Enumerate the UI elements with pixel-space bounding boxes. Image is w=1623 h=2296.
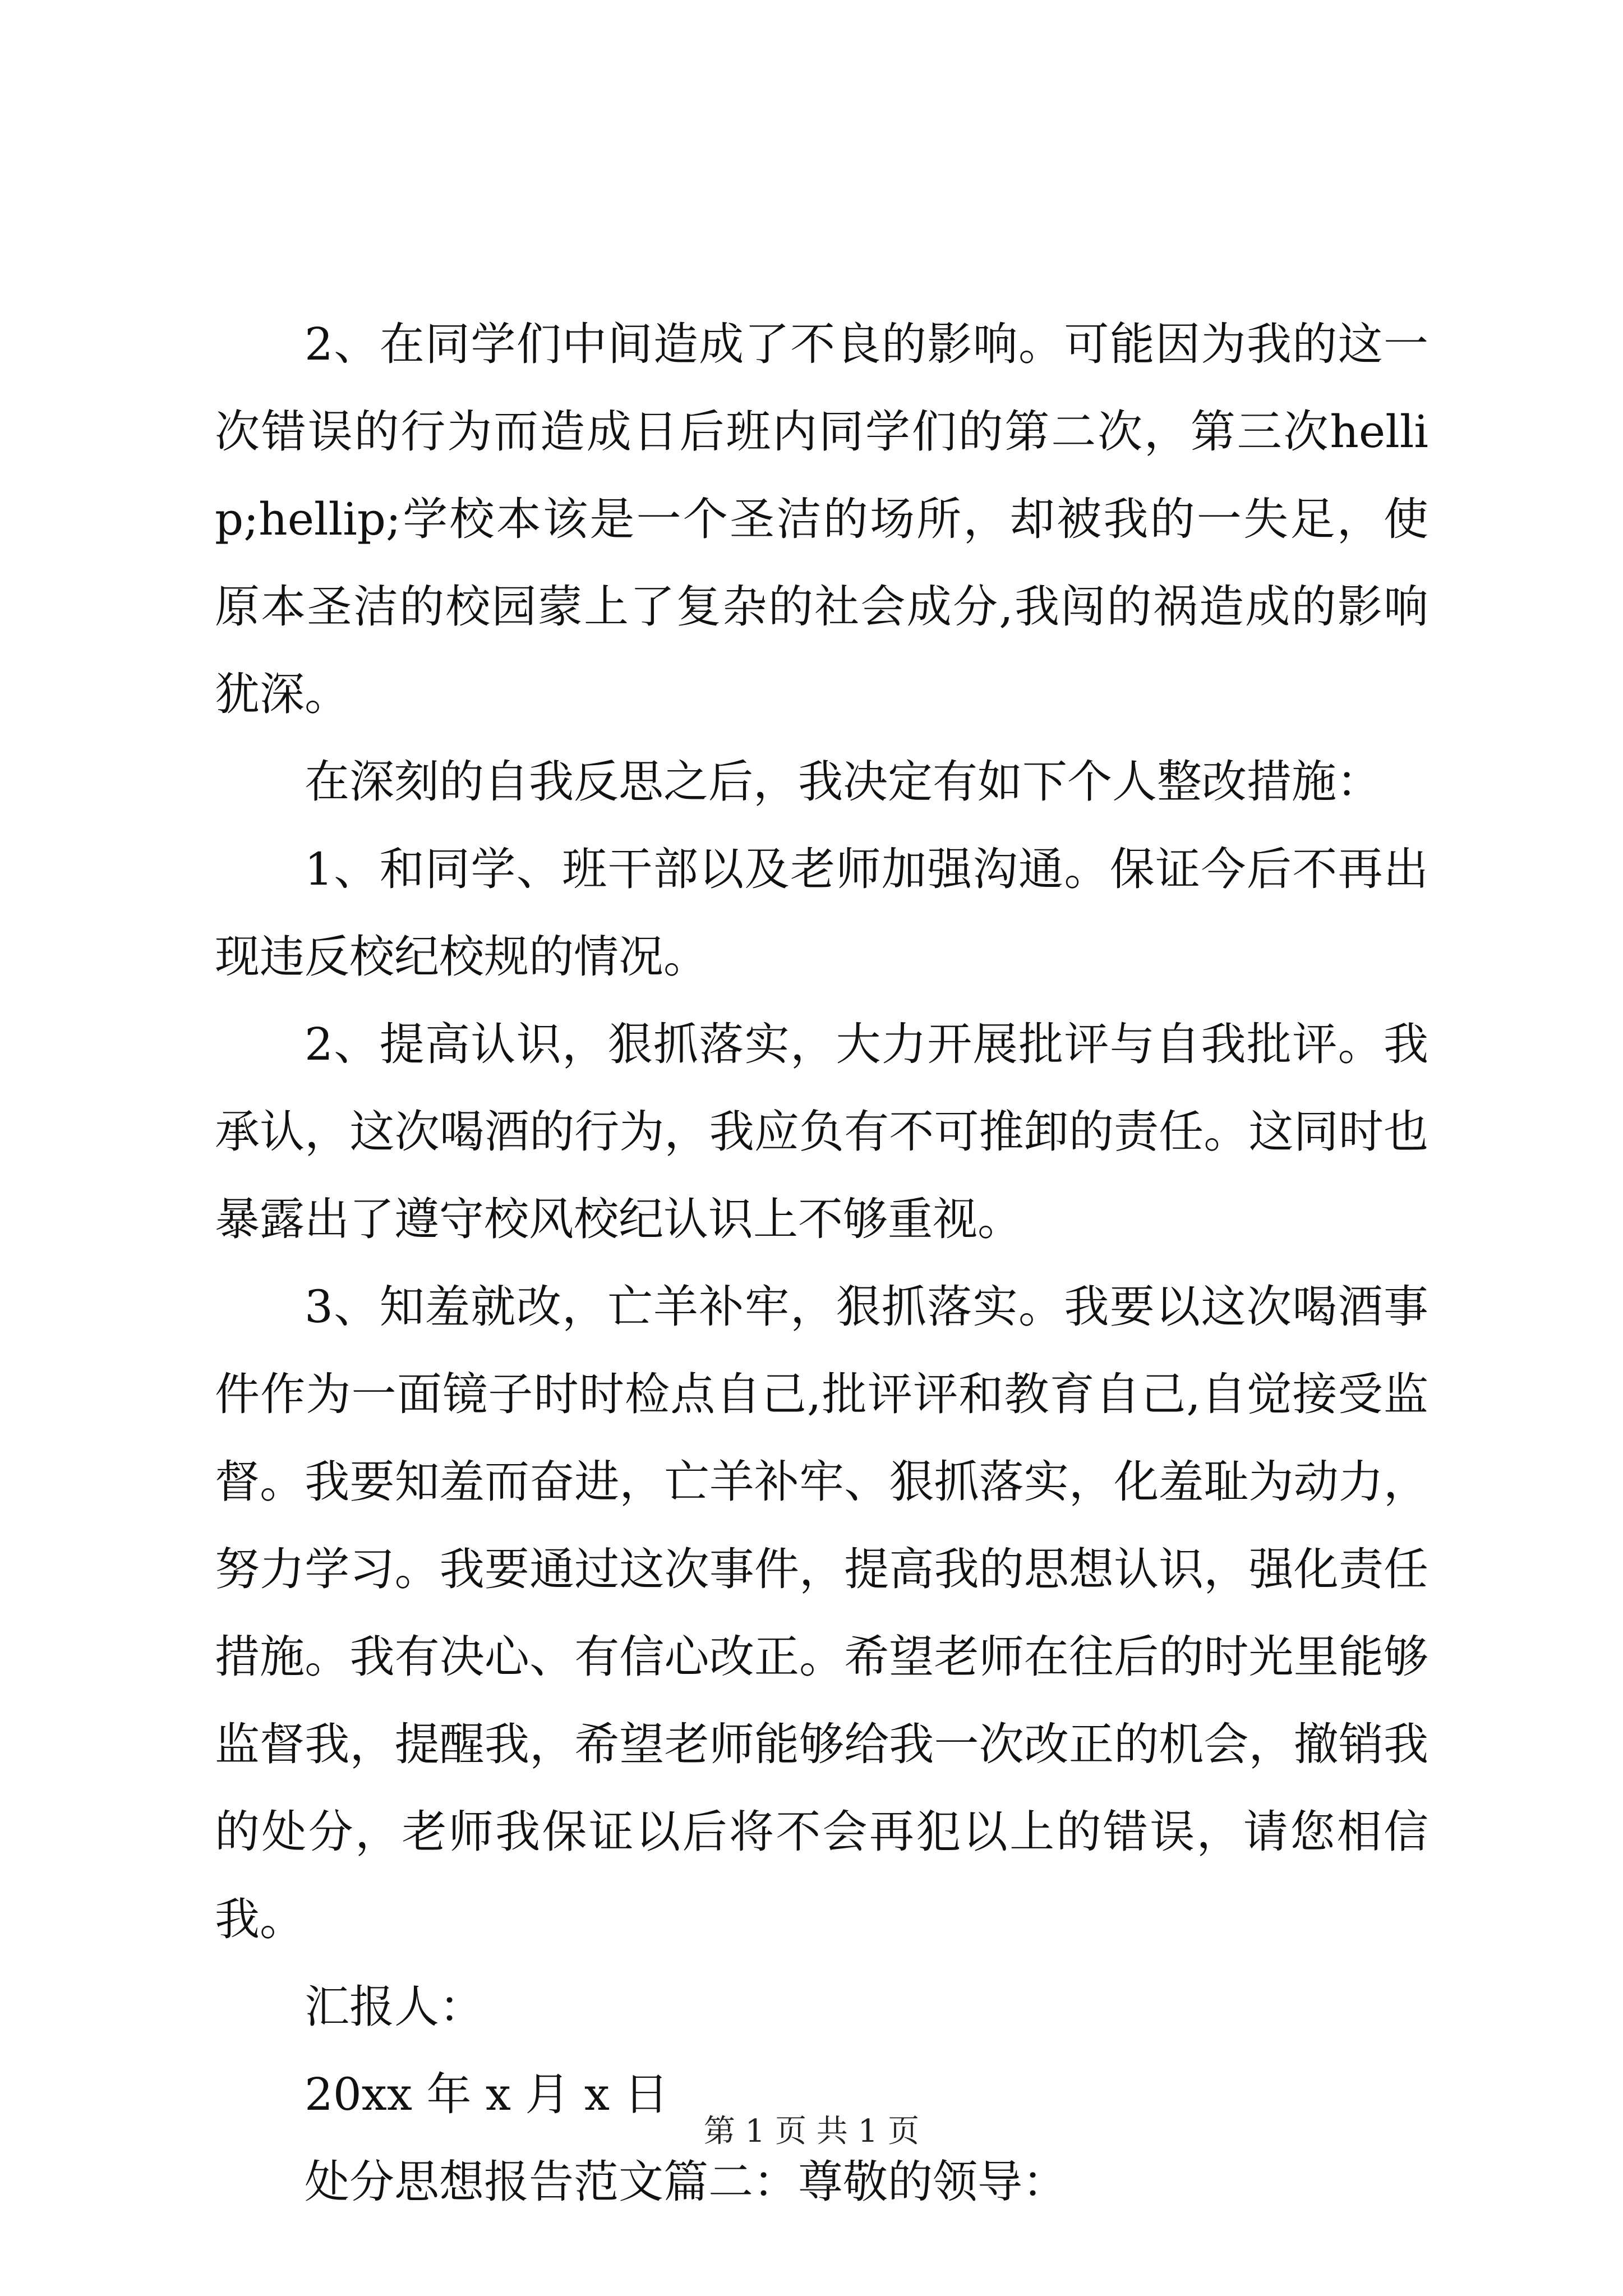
document-body xyxy=(215,301,1428,2226)
paragraph-consequence-2: 2、在同学们中间造成了不良的影响。可能因为我的这一次错误的行为而造成日后班内同学们的第二次，第三次hellip;hellip;学校本该是一个圣洁的场所，却被我的一失足，使原本圣洁的校园蒙上了复杂的社会成分,我闯的祸造成的影响犹深。 xyxy=(215,318,1428,720)
paragraph-measure-1: 1、和同学、班干部以及老师加强沟通。保证今后不再出现违反校纪校规的情况。 xyxy=(215,843,1428,983)
paragraph-measure-2: 2、提高认识，狠抓落实，大力开展批评与自我批评。我承认，这次喝酒的行为，我应负有不可推卸的责任。这同时也暴露出了遵守校风校纪认识上不够重视。 xyxy=(215,1018,1428,1245)
next-article-heading: 处分思想报告范文篇二：尊敬的领导： xyxy=(305,2156,1067,2208)
paragraph-measure-3: 3、知羞就改，亡羊补牢，狠抓落实。我要以这次喝酒事件作为一面镜子时时检点自己,批评评和教育自己,自觉接受监督。我要知羞而奋进，亡羊补牢、狠抓落实，化羞耻为动力，努力学习。我要通过这次事件，提高我的思想认识，强化责任措施。我有决心、有信心改正。希望老师在往后的时光里能够监督我，提醒我，希望老师能够给我一次改正的机会，撤销我的处分，老师我保证以后将不会再犯以上的错误，请您相信我。 xyxy=(215,1281,1428,1945)
paragraph-reflection-intro: 在深刻的自我反思之后，我决定有如下个人整改措施： xyxy=(305,756,1381,808)
page-footer: 第 1 页 共 1 页 xyxy=(703,2113,920,2150)
reporter-label: 汇报人： xyxy=(305,1981,484,2033)
report-date: 20xx 年 x 月 x 日 xyxy=(305,2068,669,2120)
